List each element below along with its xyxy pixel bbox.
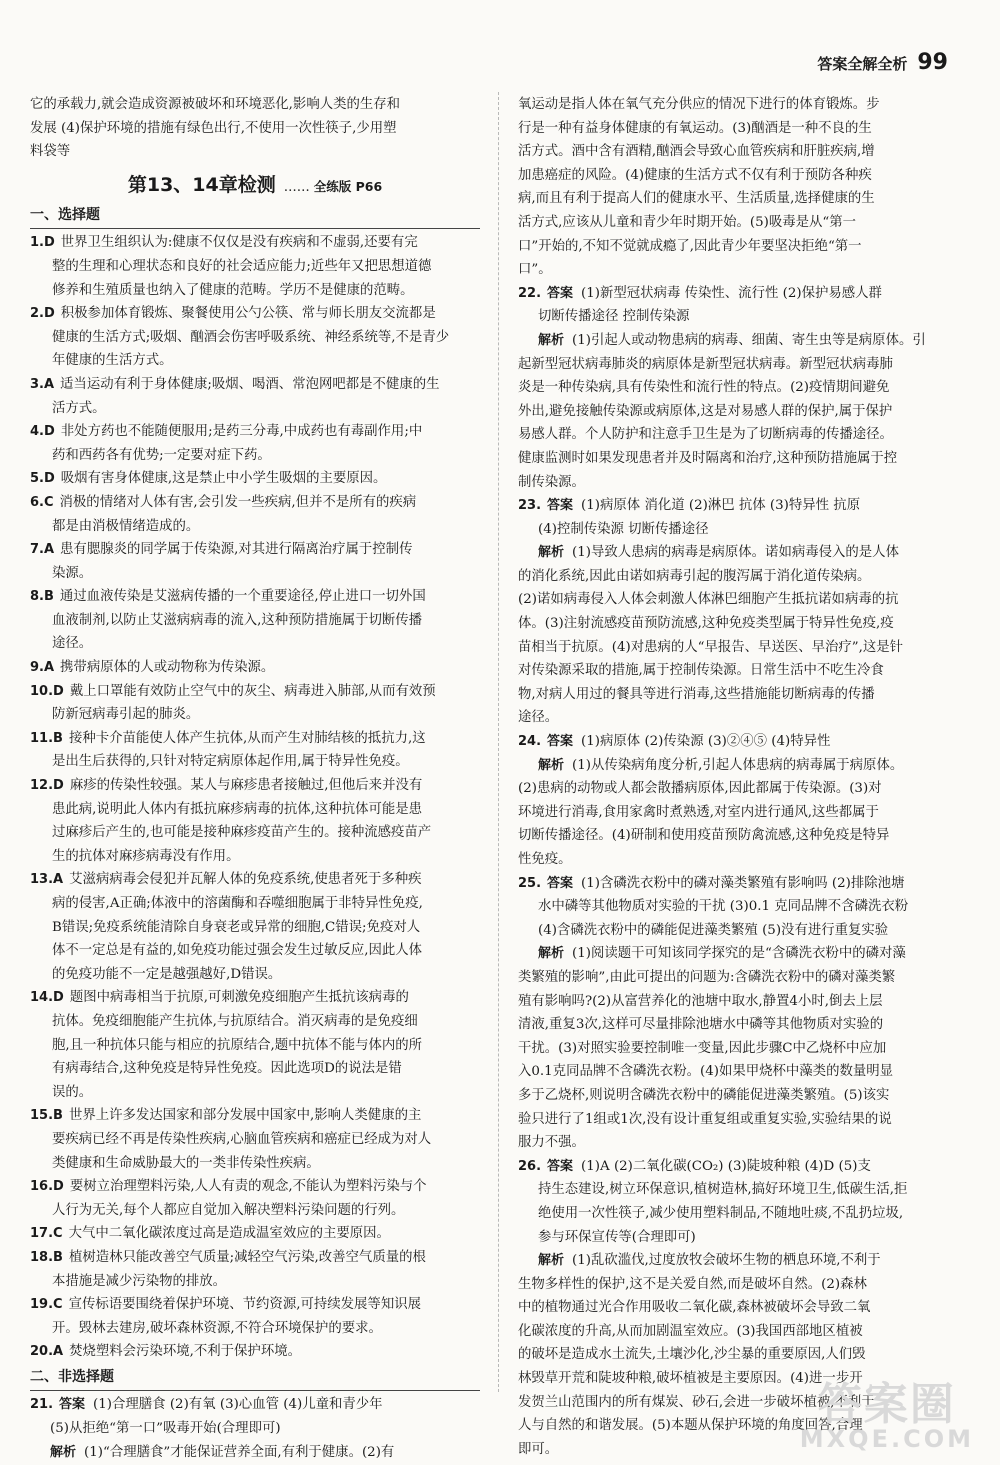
answer-text: 持生态建设,树立环保意识,植树造林,搞好环境卫生,低碳生活,拒: [538, 1182, 908, 1198]
analysis-line: 行是一种有益身体健康的有氧运动。(3)酗酒是一种不良的生: [518, 120, 872, 136]
mc-text: 开。毁林去建房,破坏森林资源,不符合环境保护的要求。: [52, 1320, 382, 1336]
mc-line: [30, 1128, 480, 1152]
analysis-line: [518, 824, 970, 848]
analysis-text: 林毁草开荒和陡坡种粮,破坏植被是主要原因。(4)进一步开: [518, 1371, 863, 1387]
analysis-line: [518, 1131, 970, 1155]
mc-text: 的免疫功能不一定是越强越好,D错误。: [52, 966, 282, 982]
analysis-text: 入0.1克同品牌不含磷洗衣粉。(4)如果甲烧杯中藻类的数量明显: [518, 1064, 894, 1080]
answer-line: [518, 1226, 970, 1250]
mc-item: [30, 680, 480, 727]
page-number: 99: [917, 50, 948, 75]
mc-line: [30, 1270, 480, 1294]
analysis-text: 物,对病人用过的餐具等进行消毒,这些措施能切断病毒的传播: [518, 686, 875, 702]
mc-text: 大气中二氧化碳浓度过高是造成温室效应的主要原因。: [68, 1226, 390, 1242]
analysis-text: 易感人群。个人防护和注意手卫生是为了切断病毒的传播途径。: [518, 427, 893, 443]
analysis-text: (2)诺如病毒侵入人体会刺激人体淋巴细胞产生抵抗诺如病毒的抗: [518, 592, 899, 608]
mc-text: 戴上口罩能有效防止空气中的灰尘、病毒进入肺部,从而有效预: [69, 683, 436, 699]
mc-text: 染源。: [52, 565, 93, 581]
section-title-choice: 一、选择题: [30, 204, 480, 230]
mc-item: [30, 420, 480, 467]
question-number: 25.: [518, 875, 542, 891]
mc-item: [30, 1246, 480, 1293]
mc-item: [30, 774, 480, 868]
mc-line: [30, 467, 480, 491]
mc-text: 有病毒结合,这种免疫是特异性免疫。因此选项D的说法是错: [52, 1061, 402, 1077]
answer-label: 答案: [547, 1158, 574, 1174]
analysis-text: 类繁殖的影响”,由此可提出的问题为:含磷洗衣粉中的磷对藻类繁: [518, 969, 896, 985]
mc-number: 4.D: [30, 424, 55, 440]
analysis-text: 的破坏是造成水土流失,土壤沙化,沙尘暴的重要原因,人们毁: [518, 1347, 866, 1363]
mc-line: [30, 1034, 480, 1058]
answer-text: (4)控制传染源 切断传播途径: [538, 521, 709, 537]
analysis-text: 多于乙烧杯,则说明含磷洗衣粉中的磷能促进藻类繁殖。(5)该实: [518, 1087, 890, 1103]
mc-item: [30, 1222, 480, 1246]
intro-line: 料袋等: [30, 144, 71, 160]
answer-text: 切断传播途径 控制传染源: [538, 309, 690, 325]
q21-analysis-continued: [518, 93, 970, 282]
mc-line: [30, 939, 480, 963]
mc-text: 病的侵害,A正确;体液中的溶菌酶和吞噬细胞属于非特异性免疫,: [52, 896, 423, 911]
analysis-text: 炎是一种传染病,具有传染性和流行性的特点。(2)疫情期间避免: [518, 380, 890, 396]
mc-line: [30, 420, 480, 444]
analysis-line: [518, 848, 970, 872]
mc-number: 16.D: [30, 1179, 64, 1195]
mc-number: 20.A: [30, 1344, 64, 1360]
analysis-text: 服力不强。: [518, 1135, 585, 1151]
analysis-line: [518, 636, 970, 660]
mc-number: 9.A: [30, 660, 55, 676]
mc-text: 通过血液传染是艾滋病传播的一个重要途径,停止进口一切外国: [59, 589, 426, 605]
mc-text: 植树造林只能改善空气质量;减轻空气污染,改善空气质量的根: [68, 1249, 426, 1265]
question-block: [518, 282, 970, 494]
analysis-text: 对传染源采取的措施,属于控制传染源。日常生活中不吃生冷食: [518, 663, 884, 679]
mc-line: [30, 656, 480, 680]
q21-analysis-line: [30, 1441, 480, 1465]
mc-line: [30, 963, 480, 987]
analysis-text: 外出,避免接触传染源或病原体,这是对易感人群的保护,属于保护: [518, 403, 893, 419]
analysis-line: [518, 471, 970, 495]
analysis-line: [518, 706, 970, 730]
mc-text: 血液制剂,以防止艾滋病病毒的流入,这种预防措施属于切断传播: [52, 612, 423, 628]
analysis-label: 解析: [538, 545, 565, 561]
analysis-line: [518, 1013, 970, 1037]
analysis-text: 切断传播途径。(4)研制和使用疫苗预防禽流感,这种免疫是特异: [518, 828, 890, 844]
mc-number: 2.D: [30, 306, 55, 322]
mc-line: [30, 632, 480, 656]
mc-text: 题图中病毒相当于抗原,可刺激免疫细胞产生抵抗该病毒的: [69, 990, 409, 1006]
mc-text: 消极的情绪对人体有害,会引发一些疾病,但并不是所有的疾病: [59, 494, 417, 510]
mc-line: [30, 892, 480, 916]
mc-text: 患有腮腺炎的同学属于传染源,对其进行隔离治疗属于控制传: [60, 542, 413, 558]
left-column: [30, 93, 480, 1464]
mc-number: 10.D: [30, 683, 64, 699]
mc-text: 类健康和生命威胁最大的一类非传染性疾病。: [52, 1155, 320, 1171]
answer-line: [518, 282, 970, 306]
answer-text: (1)含磷洗衣粉中的磷对藻类繁殖有影响吗 (2)排除池塘: [581, 875, 905, 891]
answer-text: 水中磷等其他物质对实验的干扰 (3)0.1 克同品牌不含磷洗衣粉: [538, 899, 909, 915]
intro-line: 它的承载力,就会造成资源被破坏和环境恶化,影响人类的生存和: [30, 97, 401, 112]
mc-text: 人行为无关,每个人都应自觉加入解决塑料污染问题的行列。: [52, 1202, 405, 1218]
mc-number: 17.C: [30, 1226, 63, 1242]
analysis-line: 活方式,应该从儿童和青少年时期开始。(5)吸毒是从“第一: [518, 214, 857, 230]
question-block: [518, 730, 970, 872]
mc-text: 接种卡介苗能使人体产生抗体,从而产生对肺结核的抵抗力,这: [68, 730, 426, 746]
analysis-line: [518, 754, 970, 778]
analysis-line: 加患癌症的风险。(4)健康的生活方式不仅有利于预防各种疾: [518, 167, 872, 183]
analysis-line: 病,而且有利于提高人们的健康水平、生活质量,选择健康的生: [518, 191, 875, 207]
mc-line: [30, 538, 480, 562]
answer-line: [518, 305, 970, 329]
answer-text: (4)含磷洗衣粉中的磷能促进藻类繁殖 (5)没有进行重复实验: [538, 922, 889, 938]
mc-text: 非处方药也不能随便服用;是药三分毒,中成药也有毒副作用;中: [60, 424, 423, 440]
mc-line: [30, 515, 480, 539]
analysis-line: [518, 612, 970, 636]
mc-line: [30, 1222, 480, 1246]
analysis-label: 解析: [50, 1444, 77, 1460]
analysis-line: 口”开始的,不知不觉就成瘾了,因此青少年要坚决拒绝“第一: [518, 238, 862, 254]
mc-item: [30, 538, 480, 585]
watermark-line1: 答案圈: [817, 1379, 956, 1430]
answer-label: 答案: [547, 285, 574, 301]
analysis-label: 解析: [538, 946, 565, 962]
analysis-line: [518, 541, 970, 565]
analysis-line: [518, 1273, 970, 1297]
mc-line: [30, 986, 480, 1010]
chapter-title: 第13、14章检测: [127, 173, 276, 196]
mc-text: 世界卫生组织认为:健康不仅仅是没有疾病和不虚弱,还要有完: [60, 235, 418, 251]
intro-text: [30, 93, 480, 164]
analysis-text: 途径。: [518, 710, 559, 726]
mc-item: [30, 727, 480, 774]
mc-text: 活方式。: [52, 400, 106, 416]
analysis-label: 解析: [538, 757, 565, 773]
answer-line: [518, 1202, 970, 1226]
mc-line: [30, 302, 480, 326]
q21-answer-line: [30, 1393, 480, 1417]
question-number: 22.: [518, 285, 542, 301]
mc-text: 世界上许多发达国家和部分发展中国家中,影响人类健康的主: [68, 1108, 422, 1124]
answer-text: (1)新型冠状病毒 传染性、流行性 (2)保护易感人群: [581, 285, 882, 301]
analysis-line: [518, 1108, 970, 1132]
answer-line: [518, 919, 970, 943]
analysis-text: 中的植物通过光合作用吸收二氧化碳,森林被破坏会导致二氧: [518, 1300, 871, 1316]
analysis-line: [518, 1343, 970, 1367]
analysis-line: 活方式。酒中含有酒精,酗酒会导致心血管疾病和肝脏疾病,增: [518, 144, 875, 160]
header-title: 答案全解全析: [817, 55, 908, 73]
mc-line: [30, 231, 480, 255]
mc-number: 6.C: [30, 494, 54, 510]
analysis-text: 清液,重复3次,这样可尽量排除池塘水中磷等其他物质对实验的: [518, 1017, 884, 1033]
mc-text: 体不一定总是有益的,如免疫功能过强会发生过敏反应,因此人体: [52, 943, 423, 959]
mc-text: 生的抗体对麻疹病毒没有作用。: [52, 848, 240, 864]
mc-item: [30, 656, 480, 680]
mc-number: 11.B: [30, 730, 63, 746]
mc-line: [30, 1246, 480, 1270]
analysis-text: 生物多样性的保护,这不是关爱自然,而是破坏自然。(2)森林: [518, 1276, 867, 1292]
question-block: [518, 872, 970, 1155]
analysis-line: [518, 942, 970, 966]
mc-number: 1.D: [30, 235, 55, 251]
analysis-text: (1)乱砍滥伐,过度放牧会破坏生物的栖息环境,不利于: [572, 1253, 881, 1269]
mc-text: 胞,且一种抗体只能与相应的抗原结合,题中抗体不能与体内的所: [52, 1037, 423, 1053]
analysis-line: [518, 683, 970, 707]
analysis-line: [518, 588, 970, 612]
mc-item: [30, 868, 480, 986]
answer-line: [518, 1178, 970, 1202]
mc-line: [30, 821, 480, 845]
page-header: [817, 50, 948, 75]
analysis-line: [518, 966, 970, 990]
mc-text: 整的生理和心理状态和良好的社会适应能力;近些年又把思想道德: [52, 258, 432, 274]
mc-line: [30, 1317, 480, 1341]
mc-line: [30, 1175, 480, 1199]
mc-text: 要树立治理塑料污染,人人有责的观念,不能认为塑料污染与个: [69, 1179, 427, 1195]
mc-line: [30, 916, 480, 940]
analysis-line: [518, 1296, 970, 1320]
mc-text: 修养和生殖质量也纳入了健康的范畴。学历不是健康的范畴。: [52, 282, 414, 298]
analysis-text: 的消化系统,因此由诺如病毒引起的腹泻属于消化道传染病。: [518, 568, 871, 584]
mc-text: B错误;免疫系统能清除自身衰老或异常的细胞,C错误;免疫对人: [52, 919, 421, 935]
analysis-line: 氧运动是指人体在氧气充分供应的情况下进行的体育锻炼。步: [518, 97, 880, 112]
analysis-line: [518, 376, 970, 400]
mc-line: [30, 680, 480, 704]
mc-text: 是出生后获得的,只针对特定病原体起作用,属于特异性免疫。: [52, 754, 409, 770]
analysis-line: [518, 1037, 970, 1061]
chapter-dots: ……: [283, 179, 310, 195]
column-divider: [498, 92, 500, 1392]
mc-item: [30, 373, 480, 420]
mc-number: 13.A: [30, 872, 64, 888]
analysis-line: [518, 1060, 970, 1084]
mc-line: [30, 373, 480, 397]
mc-item: [30, 302, 480, 373]
watermark-logo: [799, 1379, 974, 1453]
analysis-text: 干扰。(3)对照实验要控制唯一变量,因此步骤C中乙烧杯中应加: [518, 1040, 887, 1056]
analysis-line: [518, 801, 970, 825]
analysis-text: 环境进行消毒,食用家禽时煮熟透,对室内进行通风,这些都属于: [518, 804, 879, 820]
analysis-line: [518, 565, 970, 589]
mc-line: [30, 1340, 480, 1364]
mc-item: [30, 986, 480, 1104]
chapter-heading: [30, 168, 480, 202]
mc-text: 本措施是减少污染物的排放。: [52, 1273, 227, 1289]
question-block: [518, 494, 970, 730]
mc-text: 焚烧塑料会污染环境,不利于保护环境。: [69, 1344, 301, 1360]
qa-list: [518, 282, 970, 1462]
mc-line: [30, 1293, 480, 1317]
section-title-nonchoice: 二、非选择题: [30, 1366, 480, 1392]
watermark-line2: MXQE.COM: [799, 1425, 974, 1453]
mc-item: [30, 1175, 480, 1222]
mc-line: [30, 279, 480, 303]
analysis-text: 起新型冠状病毒肺炎的病原体是新型冠状病毒。新型冠状病毒肺: [518, 356, 893, 372]
mc-number: 3.A: [30, 376, 55, 392]
mc-line: [30, 1104, 480, 1128]
mc-item: [30, 1293, 480, 1340]
mc-text: 宣传标语要围绕着保护环境、节约资源,可持续发展等知识展: [68, 1297, 421, 1313]
answer-line: [518, 1155, 970, 1179]
answer-label: 答案: [547, 734, 574, 750]
mc-text: 麻疹的传染性较强。某人与麻疹患者接触过,但他后来并没有: [69, 778, 423, 794]
question-number: 21.: [30, 1397, 54, 1413]
analysis-text: (1)导致人患病的病毒是病原体。诺如病毒侵入的是人体: [572, 545, 899, 561]
question-number: 23.: [518, 498, 542, 514]
analysis-line: [518, 659, 970, 683]
mc-text: 防新冠病毒引起的肺炎。: [52, 707, 200, 723]
multiple-choice-list: [30, 231, 480, 1364]
answer-line: [518, 895, 970, 919]
mc-line: [30, 1081, 480, 1105]
mc-line: [30, 727, 480, 751]
mc-line: [30, 326, 480, 350]
analysis-label: 解析: [538, 1253, 565, 1269]
analysis-text: 性免疫。: [518, 852, 572, 867]
mc-line: [30, 491, 480, 515]
mc-text: 患此病,说明此人体内有抵抗麻疹病毒的抗体,这种抗体可能是患: [52, 801, 423, 817]
analysis-line: [518, 1249, 970, 1273]
mc-text: 艾滋病病毒会侵犯并瓦解人体的免疫系统,使患者死于多种疾: [69, 872, 422, 888]
analysis-text: (1)引起人或动物患病的病毒、细菌、寄生虫等是病原体。引: [572, 332, 926, 348]
analysis-text: 即可。: [518, 1441, 559, 1457]
mc-line: [30, 1152, 480, 1176]
mc-line: [30, 1057, 480, 1081]
analysis-text: 健康监测时如果发现患者并及时隔离和治疗,这种预防措施属于控: [518, 450, 898, 466]
analysis-line: [518, 353, 970, 377]
mc-text: 携带病原体的人或动物称为传染源。: [60, 660, 275, 676]
mc-text: 积极参加体育锻炼、聚餐使用公勺公筷、常与师长朋友交流都是: [60, 306, 436, 322]
answer-label: 答案: [547, 875, 574, 891]
answer-text: 绝使用一次性筷子,减少使用塑料制品,不随地吐痰,不乱扔垃圾,: [538, 1205, 904, 1221]
analysis-line: 口”。: [518, 262, 552, 278]
answer-text: 参与环保宣传等(合理即可): [538, 1229, 696, 1245]
analysis-text: 体。(3)注射流感疫苗预防流感,这种免疫类型属于特异性免疫,疫: [518, 616, 894, 632]
answer-text: (1)A (2)二氧化碳(CO₂) (3)陡坡种粮 (4)D (5)支: [581, 1158, 871, 1174]
mc-text: 吸烟有害身体健康,这是禁止中小学生吸烟的主要原因。: [60, 471, 387, 487]
analysis-line: [518, 400, 970, 424]
analysis-text: (1)“合理膳食”才能保证营养全面,有利于健康。(2)有: [84, 1444, 395, 1460]
analysis-line: [518, 990, 970, 1014]
answer-text: (1)病原体 消化道 (2)淋巴 抗体 (3)特异性 抗原: [581, 498, 861, 514]
mc-number: 7.A: [30, 542, 55, 558]
mc-line: [30, 349, 480, 373]
mc-number: 15.B: [30, 1108, 63, 1124]
mc-line: [30, 774, 480, 798]
mc-item: [30, 467, 480, 491]
mc-number: 19.C: [30, 1297, 63, 1313]
mc-number: 8.B: [30, 589, 54, 605]
analysis-text: 人与自然的和谐发展。(5)本题从保护环境的角度回答,合理: [518, 1418, 863, 1434]
mc-text: 年健康的生活方式。: [52, 353, 173, 369]
analysis-line: [518, 1320, 970, 1344]
mc-item: [30, 231, 480, 302]
mc-line: [30, 585, 480, 609]
mc-item: [30, 585, 480, 656]
question-number: 26.: [518, 1158, 542, 1174]
answer-line: [518, 730, 970, 754]
mc-text: 误的。: [52, 1084, 93, 1100]
analysis-text: 化碳浓度的升高,从而加剧温室效应。(3)我国西部地区植被: [518, 1323, 863, 1339]
mc-text: 过麻疹后产生的,也可能是接种麻疹疫苗产生的。接种流感疫苗产: [52, 825, 432, 841]
analysis-line: [518, 1084, 970, 1108]
mc-item: [30, 1104, 480, 1175]
mc-line: [30, 798, 480, 822]
mc-line: [30, 444, 480, 468]
mc-number: 12.D: [30, 778, 64, 794]
chapter-ref: 全练版 P66: [313, 178, 383, 194]
mc-text: 要疾病已经不再是传染性疾病,心脑血管疾病和癌症已经成为对人: [52, 1131, 432, 1147]
analysis-text: 发贺兰山范围内的所有煤炭、砂石,会进一步破坏植被,不利于: [518, 1394, 875, 1410]
answer-text: (1)病原体 (2)传染源 (3)②④⑤ (4)特异性: [581, 734, 831, 750]
mc-line: [30, 255, 480, 279]
answer-line: [518, 518, 970, 542]
analysis-line: [518, 447, 970, 471]
mc-line: [30, 562, 480, 586]
answer-line: [518, 872, 970, 896]
mc-item: [30, 491, 480, 538]
answer-label: 答案: [547, 498, 574, 514]
mc-line: [30, 703, 480, 727]
mc-text: 抗体。免疫细胞能产生抗体,与抗原结合。消灭病毒的是免疫细: [52, 1013, 418, 1029]
analysis-line: [518, 329, 970, 353]
analysis-text: (1)阅读题干可知该同学探究的是“含磷洗衣粉中的磷对藻: [572, 946, 906, 962]
answer-text: (1)合理膳食 (2)有氧 (3)心血管 (4)儿童和青少年: [93, 1397, 383, 1413]
mc-text: 健康的生活方式;吸烟、酗酒会伤害呼吸系统、神经系统等,不是青少: [52, 329, 450, 345]
analysis-text: (1)从传染病角度分析,引起人体患病的病毒属于病原体。: [572, 757, 904, 773]
analysis-line: [518, 423, 970, 447]
analysis-text: 苗相当于抗原。(4)对患病的人“早报告、早送医、早治疗”,这是针: [518, 639, 904, 655]
mc-number: 18.B: [30, 1249, 63, 1265]
mc-line: [30, 1199, 480, 1223]
analysis-text: 制传染源。: [518, 474, 585, 490]
analysis-line: [518, 777, 970, 801]
intro-line: 发展 (4)保护环境的措施有绿色出行,不使用一次性筷子,少用塑: [30, 120, 397, 136]
answer-label: 答案: [59, 1397, 86, 1413]
right-column: [518, 93, 970, 1461]
analysis-text: (2)患病的动物或人都会散播病原体,因此都属于传染源。(3)对: [518, 781, 882, 797]
analysis-text: 殖有影响吗?(2)从富营养化的池塘中取水,静置4小时,倒去上层: [518, 993, 883, 1009]
mc-text: 都是由消极情绪造成的。: [52, 518, 200, 534]
mc-text: 药和西药各有优势;一定要对症下药。: [52, 447, 271, 463]
mc-text: 适当运动有利于身体健康;吸烟、喝酒、常泡网吧都是不健康的生: [60, 376, 440, 392]
mc-number: 14.D: [30, 990, 64, 1006]
mc-line: [30, 397, 480, 421]
answer-line: [518, 494, 970, 518]
mc-line: [30, 609, 480, 633]
mc-line: [30, 868, 480, 892]
mc-line: [30, 845, 480, 869]
mc-text: 途径。: [52, 636, 93, 652]
analysis-text: 验只进行了1组或1次,没有设计重复组或重复实验,实验结果的说: [518, 1111, 892, 1127]
mc-line: [30, 750, 480, 774]
question-21: [30, 1393, 480, 1464]
analysis-label: 解析: [538, 332, 565, 348]
mc-item: [30, 1340, 480, 1364]
mc-line: [30, 1010, 480, 1034]
q21-answer-line: (5)从拒绝“第一口”吸毒开始(合理即可): [50, 1421, 281, 1437]
mc-number: 5.D: [30, 471, 55, 487]
question-number: 24.: [518, 734, 542, 750]
